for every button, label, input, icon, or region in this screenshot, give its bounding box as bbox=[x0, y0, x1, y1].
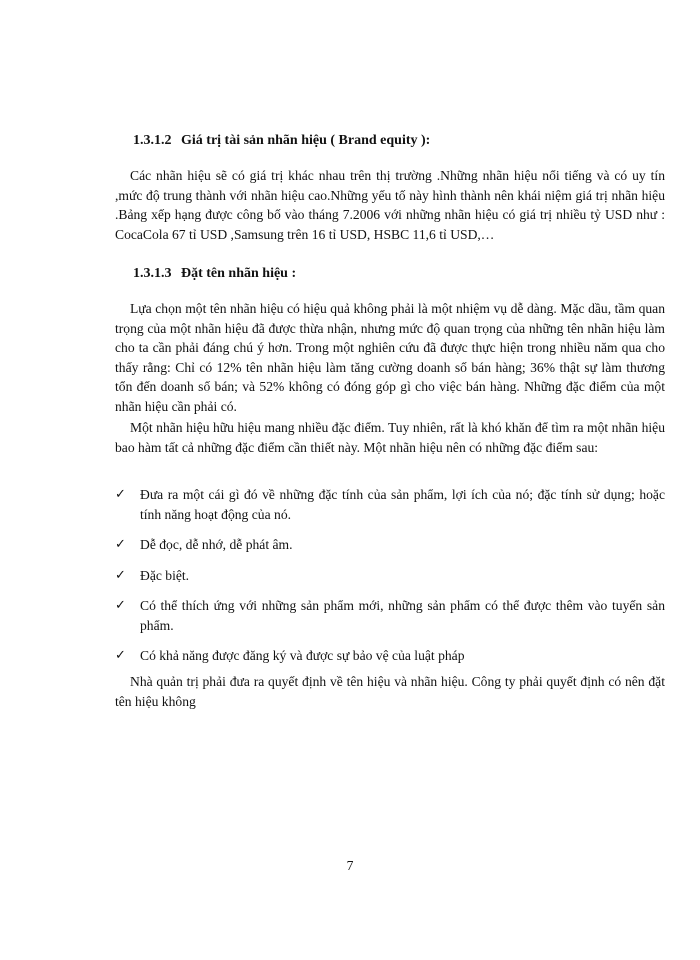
paragraph-management-decision: Nhà quản trị phải đưa ra quyết định về tên hiệu và nhãn hiệu. Công ty phải quyết định có nên đặt tên hiệu không bbox=[115, 674, 665, 709]
check-mark-icon: ✓ bbox=[115, 537, 126, 552]
paragraph-brand-equity: Các nhãn hiệu sẽ có giá trị khác nhau trên thị trường .Những nhãn hiệu nổi tiếng và có uy tín ,mức độ trung thành với nhãn hiệu cao.Những yếu tố này hình thành nên khái niệm giá trị nhãn hiệu .Bảng xếp hạng được công bố vào tháng 7.2006 với những nhãn hiệu có giá trị nhiều tỷ USD như : CocaCola 67 tỉ USD ,Samsung trên 16 tỉ USD, HSBC 11,6 tỉ USD,… bbox=[115, 168, 665, 242]
list-item bbox=[115, 646, 665, 666]
list-item bbox=[115, 535, 665, 555]
paragraph-brand-characteristics: Một nhãn hiệu hữu hiệu mang nhiều đặc điểm. Tuy nhiên, rất là khó khăn để tìm ra một nhãn hiệu bao hàm tất cả những đặc điểm cần thiết này. Một nhãn hiệu nên có những đặc điểm sau: bbox=[115, 420, 665, 455]
list-item-text: Có thể thích ứng với những sản phẩm mới, những sản phẩm có thể được thêm vào tuyến sản phẩm. bbox=[140, 598, 665, 633]
section-number: 1.3.1.2 bbox=[133, 133, 172, 148]
section-heading-brand-equity bbox=[133, 133, 430, 149]
list-item bbox=[115, 566, 665, 586]
characteristics-list bbox=[115, 485, 665, 666]
check-mark-icon: ✓ bbox=[115, 487, 126, 502]
list-item bbox=[115, 596, 665, 635]
section-number: 1.3.1.3 bbox=[133, 266, 172, 281]
check-mark-icon: ✓ bbox=[115, 598, 126, 613]
section-title: Đặt tên nhãn hiệu : bbox=[181, 266, 297, 281]
paragraph-naming-importance: Lựa chọn một tên nhãn hiệu có hiệu quả không phải là một nhiệm vụ dễ dàng. Mặc dầu, tầm quan trọng của một nhãn hiệu đã được thừa nhận, nhưng mức độ quan trọng của những tên nhãn hiệu làm cho ta cần phải đáng chú ý hơn. Trong một nghiên cứu đã được thực hiện trong nhiều năm qua cho thấy rằng: Chỉ có 12% tên nhãn hiệu làm tăng cường doanh số bán hàng; 36% thật sự làm thương tổn đến doanh số bán; và 52% không có đóng góp gì cho việc bán hàng. Những đặc điểm của một nhãn hiệu cần phải có. bbox=[115, 301, 665, 414]
section-heading-brand-naming bbox=[133, 266, 296, 282]
list-item bbox=[115, 485, 665, 524]
check-mark-icon: ✓ bbox=[115, 648, 126, 663]
check-mark-icon: ✓ bbox=[115, 567, 126, 583]
list-item-text: Đặc biệt. bbox=[140, 567, 190, 583]
list-item-text: Dễ đọc, dễ nhớ, dễ phát âm. bbox=[140, 537, 293, 552]
list-item-text: Đưa ra một cái gì đó về những đặc tính của sản phẩm, lợi ích của nó; đặc tính sử dụng; hoặc tính năng hoạt động của nó. bbox=[140, 487, 665, 522]
page-number: 7 bbox=[346, 858, 354, 873]
section-title: Giá trị tài sản nhãn hiệu ( Brand equity ): bbox=[181, 133, 431, 148]
list-item-text: Có khả năng được đăng ký và được sự bảo vệ của luật pháp bbox=[140, 648, 465, 663]
